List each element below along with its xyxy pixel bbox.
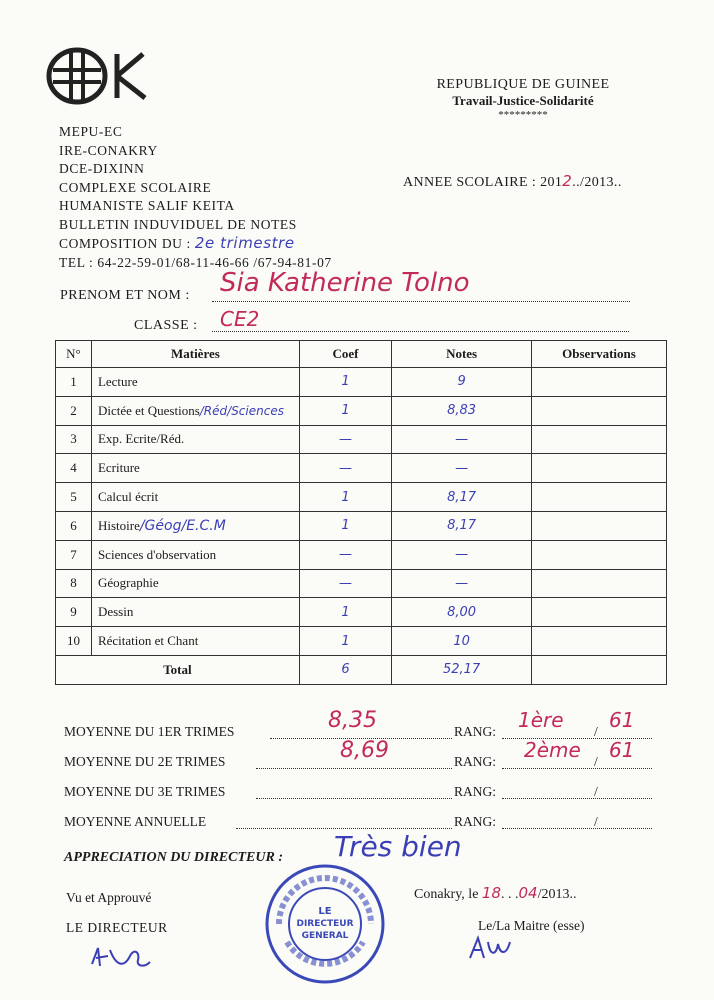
row-note: — [392,569,532,598]
table-row [56,569,667,598]
school-logo [45,46,155,106]
row-observation [532,483,667,512]
row-note: 8,00 [392,598,532,627]
row-coef: — [299,425,391,454]
svg-text:LE: LE [318,906,332,917]
average-t1-value: 8,35 [328,708,377,733]
row-note: 8,83 [392,396,532,425]
row-note: 8,17 [392,483,532,512]
row-number: 3 [56,425,92,454]
row-observation [532,569,667,598]
table-row [56,396,667,425]
row-subject: Exp. Ecrite/Réd. [91,425,299,454]
col-header-observations: Observations [532,341,667,368]
student-name: Sia Katherine Tolno [220,268,470,298]
composition-line [59,234,332,254]
header-ire: IRE-CONAKRY [59,142,158,158]
row-number: 1 [56,368,92,397]
row-subject: Sciences d'observation [91,540,299,569]
table-row [56,511,667,540]
row-subject: Géographie [91,569,299,598]
row-subject: Ecriture [91,454,299,483]
row-number: 6 [56,511,92,540]
average-t2-value: 8,69 [340,738,389,763]
row-note: — [392,425,532,454]
header-complexe: COMPLEXE SCOLAIRE [59,179,212,195]
average-annual-row: MOYENNE ANNUELLE RANG: / [64,798,654,828]
header-school-name: HUMANISTE SALIF KEITA [59,198,235,213]
average-t1-label: MOYENNE DU 1ER TRIMES [64,724,235,739]
col-header-subject: Matières [91,341,299,368]
row-number: 5 [56,483,92,512]
average-t2-row: MOYENNE DU 2E TRIMES 8,69 RANG: 2ème / 61 [64,738,654,768]
table-row [56,368,667,397]
header-dce: DCE-DIXINN [59,161,145,176]
school-year-label: ANNEE SCOLAIRE : 201 [403,175,563,190]
teacher-signature [466,932,516,969]
total-observation [532,655,667,684]
rank-t2-total: 61 [609,738,635,762]
row-observation [532,454,667,483]
date-month: 04 [518,884,538,902]
republic-motto: Travail-Justice-Solidarité [452,93,594,108]
republic-title: REPUBLIQUE DE GUINEE [436,77,610,92]
class-label: CLASSE : [134,318,198,333]
row-subject: Histoire/Géog/E.C.M [91,511,299,540]
row-number: 4 [56,454,92,483]
col-header-coef: Coef [299,341,391,368]
svg-text:DIRECTEUR: DIRECTEUR [296,919,354,929]
table-row [56,454,667,483]
row-number: 8 [56,569,92,598]
row-coef: — [299,569,391,598]
table-header-row [56,341,667,368]
average-t1-row: MOYENNE DU 1ER TRIMES 8,35 RANG: 1ère / 61 [64,708,654,738]
averages-summary [64,708,654,828]
name-line [60,268,630,303]
school-year-end: ../2013.. [572,175,622,190]
table-total-row [56,655,667,684]
date-year: /2013.. [537,887,577,902]
rank-t1-value: 1ère [518,708,564,732]
row-subject-handwritten: /Géog/E.C.M [139,517,226,534]
rank-t2-label: RANG: [454,754,497,769]
row-observation [532,540,667,569]
table-row [56,627,667,656]
row-subject: Dessin [91,598,299,627]
director-signature [86,938,156,979]
total-note: 52,17 [392,655,532,684]
row-note: 9 [392,368,532,397]
composition-label: COMPOSITION DU : [59,236,191,251]
table-row [56,540,667,569]
row-note: 8,17 [392,511,532,540]
col-header-number: N° [56,341,92,368]
row-number: 9 [56,598,92,627]
average-t3-label: MOYENNE DU 3E TRIMES [64,784,226,799]
rank-t1-label: RANG: [454,724,497,739]
name-label: PRENOM ET NOM : [60,288,190,303]
school-year [403,172,622,191]
svg-text:GENERAL: GENERAL [301,931,349,941]
row-coef: 1 [299,483,391,512]
row-subject: Dictée et Questions/Réd/Sciences [91,396,299,425]
school-stamp [263,862,387,986]
appreciation-label: APPRECIATION DU DIRECTEUR : [64,850,283,865]
row-observation [532,425,667,454]
row-subject-handwritten: /Réd/Sciences [199,403,284,418]
average-annual-label: MOYENNE ANNUELLE [64,814,207,829]
header-tel: TEL : 64-22-59-01/68-11-46-66 /67-94-81-07 [59,254,332,270]
class-value: CE2 [220,307,260,331]
row-coef: 1 [299,396,391,425]
class-line [134,307,629,335]
place-date: Conakry, le 18. . .04/2013.. [414,884,577,902]
row-observation [532,396,667,425]
row-coef: — [299,540,391,569]
row-number: 10 [56,627,92,656]
grades-table [55,340,667,685]
republic-stars: ********* [498,109,548,121]
seen-approved-label: Vu et Approuvé [66,890,152,905]
table-row [56,425,667,454]
row-subject: Récitation et Chant [91,627,299,656]
row-observation [532,598,667,627]
rank-t1-total: 61 [609,708,635,732]
row-coef: 1 [299,598,391,627]
rank-annual-label: RANG: [454,814,497,829]
director-label: LE DIRECTEUR [66,920,168,935]
row-coef: 1 [299,627,391,656]
rank-t2-value: 2ème [524,738,581,762]
appreciation-value: Très bien [334,830,462,863]
row-coef: 1 [299,511,391,540]
composition-value: 2e trimestre [194,234,295,252]
header-ministry: MEPU-EC [59,124,123,139]
row-observation [532,627,667,656]
row-subject: Calcul écrit [91,483,299,512]
row-note: 10 [392,627,532,656]
teacher-label: Le/La Maitre (esse) [478,918,585,933]
header-bulletin-title: BULLETIN INDUVIDUEL DE NOTES [59,216,297,232]
row-note: — [392,540,532,569]
rank-t3-label: RANG: [454,784,497,799]
row-subject: Lecture [91,368,299,397]
row-coef: 1 [299,368,391,397]
header-right [418,77,628,121]
table-row [56,483,667,512]
row-observation [532,511,667,540]
average-t3-row: MOYENNE DU 3E TRIMES RANG: / [64,768,654,798]
row-note: — [392,454,532,483]
row-coef: — [299,454,391,483]
table-row [56,598,667,627]
average-t2-label: MOYENNE DU 2E TRIMES [64,754,226,769]
total-coef: 6 [299,655,391,684]
place-label: Conakry, le [414,887,479,902]
row-number: 2 [56,396,92,425]
date-day: 18 [481,884,502,902]
row-number: 7 [56,540,92,569]
school-year-handwritten: 2 [562,172,573,190]
row-observation [532,368,667,397]
header-left [59,123,332,272]
col-header-notes: Notes [392,341,532,368]
total-label: Total [56,655,300,684]
